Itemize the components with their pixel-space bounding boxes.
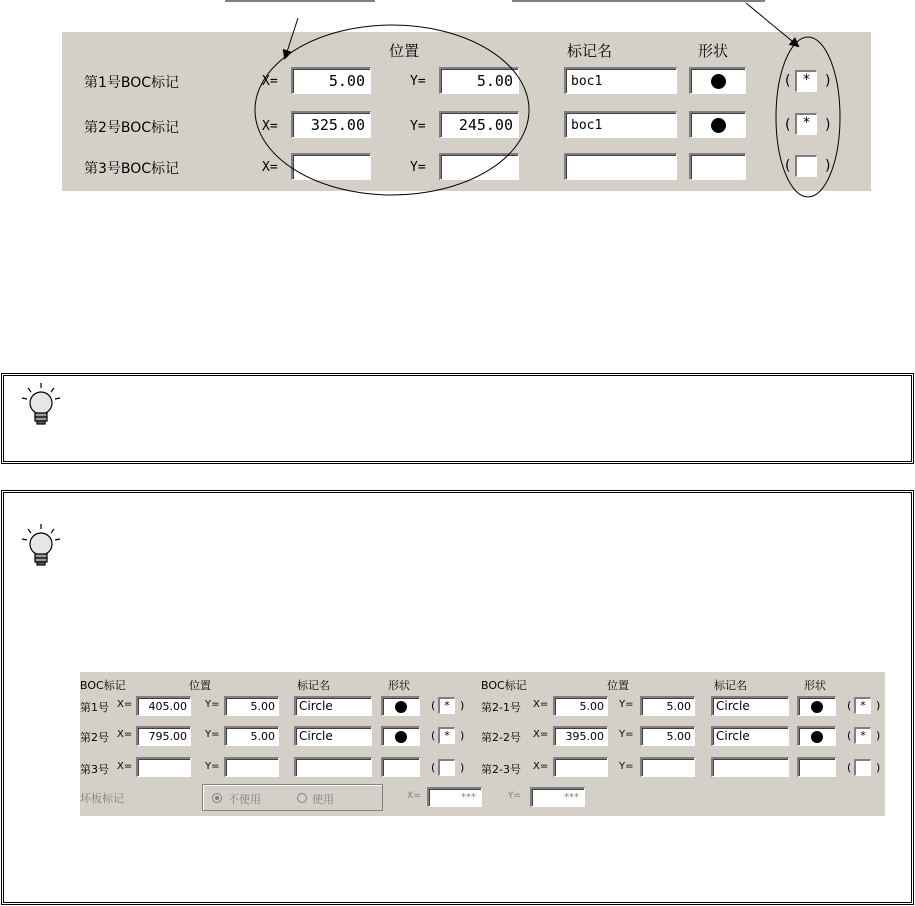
- row1-name-field[interactable]: boc1: [564, 67, 677, 94]
- right-row2-shape-field[interactable]: [797, 726, 836, 746]
- bad-board-y-prefix: Y=: [508, 791, 522, 801]
- left-header-boc: BOC标记: [80, 679, 126, 692]
- left-row2-paren-close: ): [460, 729, 465, 742]
- left-row2-y-field[interactable]: 5.00: [224, 726, 279, 746]
- right-row3-shape-field[interactable]: [797, 757, 836, 777]
- row3-x-prefix: X=: [262, 160, 278, 175]
- right-row1-x-prefix: X=: [533, 699, 549, 710]
- header-mark-name: 标记名: [567, 42, 613, 60]
- right-row2-checkbox[interactable]: *: [854, 727, 871, 744]
- tip-box-1: [1, 373, 914, 464]
- left-row1-label: 第1号: [80, 701, 109, 714]
- left-header-position: 位置: [189, 679, 211, 692]
- row2-checkbox[interactable]: *: [795, 113, 817, 135]
- right-header-boc: BOC标记: [481, 679, 527, 692]
- row1-y-prefix: Y=: [410, 74, 426, 89]
- row2-x-field[interactable]: 325.00: [291, 111, 371, 138]
- left-row2-x-field[interactable]: 795.00: [136, 726, 191, 746]
- left-row3-label: 第3号: [80, 763, 109, 776]
- row3-y-prefix: Y=: [410, 160, 426, 175]
- header-shape: 形状: [698, 42, 729, 60]
- right-row3-paren-close: ): [876, 761, 881, 774]
- left-row1-y-prefix: Y=: [205, 699, 220, 710]
- right-row1-label: 第2-1号: [481, 701, 521, 714]
- radio-unused-label: 不使用: [228, 793, 261, 806]
- radio-selected-dot: [215, 796, 219, 800]
- right-row1-checkbox[interactable]: *: [854, 697, 871, 714]
- right-row1-y-prefix: Y=: [619, 699, 634, 710]
- right-row2-paren-open: (: [847, 729, 852, 742]
- row2-name-field[interactable]: boc1: [564, 111, 677, 138]
- left-row1-checkbox[interactable]: *: [438, 697, 455, 714]
- row2-x-prefix: X=: [262, 119, 278, 134]
- right-header-mark-name: 标记名: [714, 679, 747, 692]
- row3-paren-close: ): [825, 158, 831, 174]
- left-row3-shape-field[interactable]: [381, 757, 420, 777]
- bad-board-x-field[interactable]: ***: [427, 787, 482, 807]
- circle-shape-icon: [395, 701, 407, 713]
- row1-x-prefix: X=: [262, 74, 278, 89]
- left-row2-shape-field[interactable]: [381, 726, 420, 746]
- left-row3-paren-close: ): [460, 761, 465, 774]
- right-header-shape: 形状: [804, 679, 826, 692]
- left-row3-x-field[interactable]: [136, 757, 191, 777]
- circle-shape-icon: [395, 731, 407, 743]
- circle-shape-icon: [811, 701, 823, 713]
- left-row2-x-prefix: X=: [117, 729, 133, 740]
- right-row3-checkbox[interactable]: [854, 759, 871, 776]
- row2-label: 第2号BOC标记: [84, 120, 180, 136]
- right-row2-x-prefix: X=: [533, 729, 549, 740]
- right-row3-x-prefix: X=: [533, 761, 549, 772]
- left-row1-name-field[interactable]: Circle: [294, 696, 372, 716]
- right-row3-label: 第2-3号: [481, 763, 521, 776]
- row2-y-prefix: Y=: [410, 119, 426, 134]
- left-row3-name-field[interactable]: [294, 757, 372, 777]
- left-row2-y-prefix: Y=: [205, 729, 220, 740]
- left-row1-y-field[interactable]: 5.00: [224, 696, 279, 716]
- left-header-mark-name: 标记名: [297, 679, 330, 692]
- row1-label: 第1号BOC标记: [84, 75, 180, 91]
- row2-paren-close: ): [825, 117, 831, 133]
- row1-checkbox[interactable]: *: [795, 70, 817, 92]
- row2-paren-open: (: [785, 117, 791, 133]
- left-row2-name-field[interactable]: Circle: [294, 726, 372, 746]
- circle-shape-icon: [811, 731, 823, 743]
- right-row1-paren-close: ): [876, 699, 881, 712]
- right-row3-name-field[interactable]: [711, 757, 789, 777]
- right-row1-y-field[interactable]: 5.00: [640, 696, 695, 716]
- left-row2-paren-open: (: [431, 729, 436, 742]
- bad-board-x-prefix: X=: [407, 791, 421, 801]
- bad-board-y-field[interactable]: ***: [530, 787, 585, 807]
- row1-x-field[interactable]: 5.00: [291, 67, 371, 94]
- left-row1-shape-field[interactable]: [381, 696, 420, 716]
- row1-y-field[interactable]: 5.00: [439, 67, 519, 94]
- radio-used-label: 使用: [312, 793, 334, 806]
- right-row1-name-field[interactable]: Circle: [711, 696, 789, 716]
- right-row1-paren-open: (: [847, 699, 852, 712]
- left-row2-checkbox[interactable]: *: [438, 727, 455, 744]
- radio-used[interactable]: [297, 793, 307, 803]
- right-row2-y-prefix: Y=: [619, 729, 634, 740]
- left-row3-checkbox[interactable]: [438, 759, 455, 776]
- right-row3-y-field[interactable]: [640, 757, 695, 777]
- right-row3-x-field[interactable]: [553, 757, 608, 777]
- row3-label: 第3号BOC标记: [84, 161, 180, 177]
- right-row2-name-field[interactable]: Circle: [711, 726, 789, 746]
- left-row1-x-prefix: X=: [117, 699, 133, 710]
- callout-arrow-right: [746, 3, 798, 46]
- left-row3-y-prefix: Y=: [205, 761, 220, 772]
- right-row2-y-field[interactable]: 5.00: [640, 726, 695, 746]
- right-row1-shape-field[interactable]: [797, 696, 836, 716]
- row2-y-field[interactable]: 245.00: [439, 111, 519, 138]
- row3-paren-open: (: [785, 158, 791, 174]
- right-row3-y-prefix: Y=: [619, 761, 634, 772]
- right-row2-paren-close: ): [876, 729, 881, 742]
- right-row2-x-field[interactable]: 395.00: [553, 726, 608, 746]
- right-header-position: 位置: [607, 679, 629, 692]
- left-row3-paren-open: (: [431, 761, 436, 774]
- row1-paren-open: (: [785, 73, 791, 89]
- left-row2-label: 第2号: [80, 731, 109, 744]
- right-row3-paren-open: (: [847, 761, 852, 774]
- checkbox-highlight-ellipse: [776, 37, 840, 197]
- radio-unused[interactable]: [212, 793, 222, 803]
- left-row1-paren-close: ): [460, 699, 465, 712]
- left-header-shape: 形状: [388, 679, 410, 692]
- left-row3-x-prefix: X=: [117, 761, 133, 772]
- left-row1-paren-open: (: [431, 699, 436, 712]
- header-position: 位置: [389, 42, 420, 60]
- bad-board-label: 坏板标记: [80, 792, 124, 805]
- right-row2-label: 第2-2号: [481, 731, 521, 744]
- row1-paren-close: ): [825, 73, 831, 89]
- left-row3-y-field[interactable]: [224, 757, 279, 777]
- left-row1-x-field[interactable]: 405.00: [136, 696, 191, 716]
- right-row1-x-field[interactable]: 5.00: [553, 696, 608, 716]
- position-highlight-ellipse: [255, 25, 529, 195]
